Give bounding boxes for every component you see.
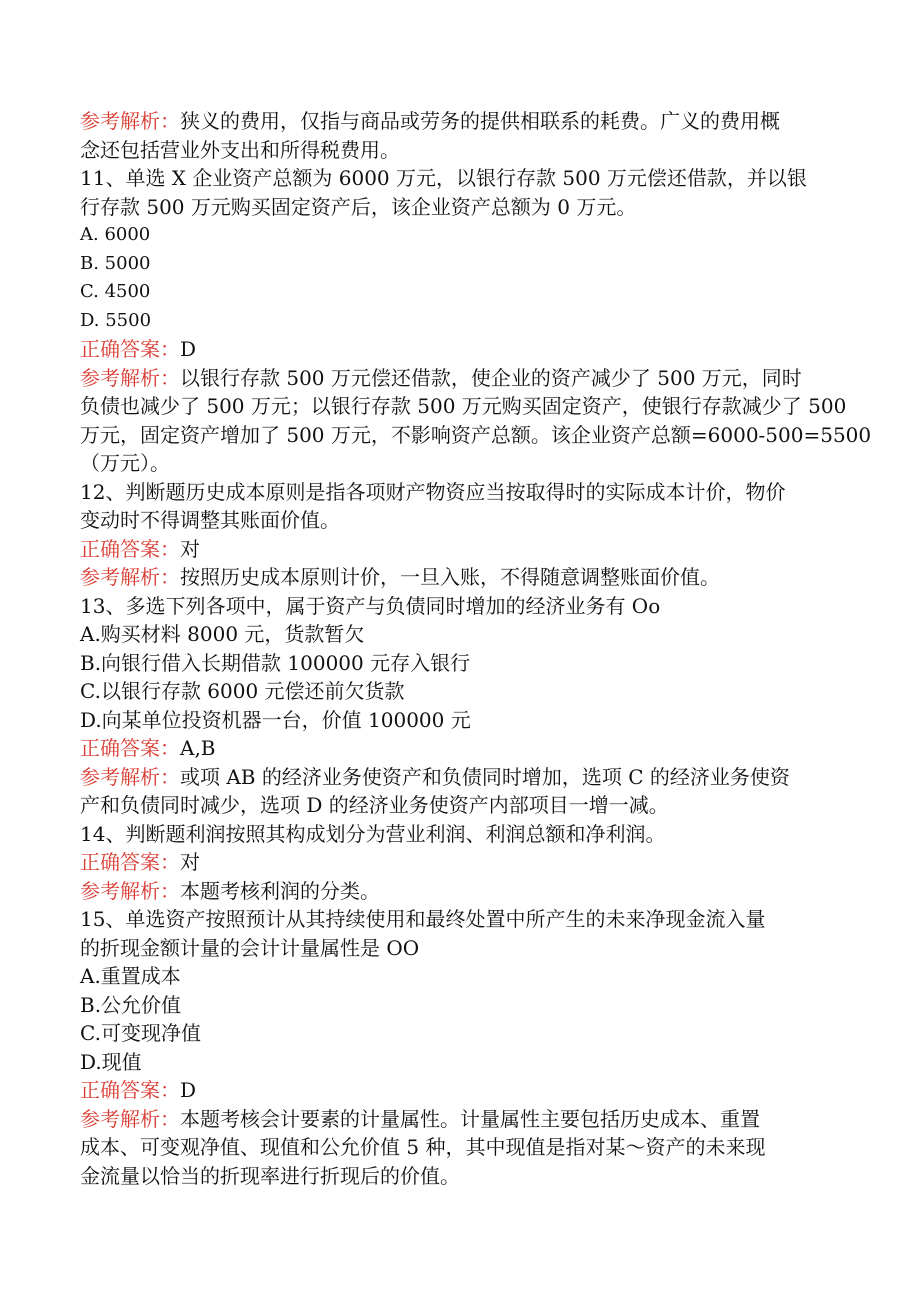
answer-label: 正确答案：	[80, 1078, 180, 1102]
q11-analysis-line: 负债也减少了 500 万元；以银行存款 500 万元购买固定资产，使银行存款减少了 500	[80, 394, 847, 418]
q11-option-b: B. 5000	[80, 252, 151, 274]
q13-option-c: C.以银行存款 6000 元偿还前欠货款	[80, 679, 405, 703]
q13-option-a: A.购买材料 8000 元，货款暂欠	[80, 622, 365, 646]
q15-option-d: D.现值	[80, 1049, 142, 1074]
q13-answer: 正确答案：A,B	[80, 736, 216, 760]
q12-answer: 正确答案：对	[80, 536, 200, 561]
q15-analysis-line: 参考解析：本题考核会计要素的计量属性。计量属性主要包括历史成本、重置	[80, 1106, 760, 1131]
q11-option-a: A. 6000	[80, 224, 151, 245]
q11-option-c: C. 4500	[80, 281, 151, 302]
q15-option-a: A.重置成本	[80, 964, 181, 988]
q11-stem-line: 11、单选 X 企业资产总额为 6000 万元，以银行存款 500 万元偿还借款，并以银	[80, 166, 807, 190]
q12-stem-line: 12、判断题历史成本原则是指各项财产物资应当按取得时的实际成本计价，物价	[80, 479, 786, 504]
q13-analysis-line: 参考解析：或项 AB 的经济业务使资产和负债同时增加，选项 C 的经济业务使资	[80, 764, 790, 789]
q15-analysis-line: 成本、可变观净值、现值和公允价值 5 种，其中现值是指对某～资产的未来现	[80, 1135, 766, 1159]
answer-label: 正确答案：	[80, 736, 180, 760]
analysis-label: 参考解析：	[80, 878, 180, 903]
q15-stem-line: 的折现金额计量的会计计量属性是 OO	[80, 935, 420, 960]
q14-answer: 正确答案：对	[80, 850, 200, 874]
q11-analysis-line: 参考解析：以银行存款 500 万元偿还借款，使企业的资产减少了 500 万元，同时	[80, 365, 802, 390]
answer-label: 正确答案：	[80, 850, 180, 874]
q15-answer: 正确答案：D	[80, 1078, 197, 1102]
q11-analysis-line: （万元）。	[80, 451, 170, 475]
answer-label: 正确答案：	[80, 337, 180, 361]
q11-answer: 正确答案：D	[80, 337, 197, 361]
q15-analysis-line: 金流量以恰当的折现率进行折现后的价值。	[80, 1163, 460, 1188]
q12-analysis-line: 参考解析：按照历史成本原则计价，一旦入账，不得随意调整账面价值。	[80, 565, 720, 589]
answer-label: 正确答案：	[80, 536, 180, 561]
q12-stem-line: 变动时不得调整其账面价值。	[80, 508, 340, 532]
analysis-label: 参考解析：	[80, 1106, 180, 1131]
q14-stem-line: 14、判断题利润按照其构成划分为营业利润、利润总额和净利润。	[80, 821, 666, 846]
q13-option-d: D.向某单位投资机器一台，价值 100000 元	[80, 707, 471, 732]
q13-option-b: B.向银行借入长期借款 100000 元存入银行	[80, 650, 471, 675]
analysis-label: 参考解析：	[80, 109, 180, 133]
q10-analysis-line: 念还包括营业外支出和所得税费用。	[80, 137, 400, 162]
q10-analysis-line: 参考解析：狭义的费用，仅指与商品或劳务的提供相联系的耗费。广义的费用概	[80, 109, 780, 133]
q15-stem-line: 15、单选资产按照预计从其持续使用和最终处置中所产生的未来净现金流入量	[80, 907, 766, 931]
q14-analysis-line: 参考解析：本题考核利润的分类。	[80, 878, 380, 903]
q15-option-b: B.公允价值	[80, 992, 182, 1017]
q13-stem-line: 13、多选下列各项中，属于资产与负债同时增加的经济业务有 Oo	[80, 593, 661, 618]
document-page	[80, 107, 872, 1190]
analysis-label: 参考解析：	[80, 764, 180, 789]
analysis-label: 参考解析：	[80, 365, 180, 390]
q11-stem-line: 行存款 500 万元购买固定资产后，该企业资产总额为 0 万元。	[80, 194, 637, 219]
q15-option-c: C.可变现净值	[80, 1021, 201, 1045]
q11-option-d: D. 5500	[80, 309, 152, 331]
q13-analysis-line: 产和负债同时减少，选项 D 的经济业务使资产内部项目一增一减。	[80, 793, 669, 817]
analysis-label: 参考解析：	[80, 565, 180, 589]
q11-analysis-line: 万元，固定资产增加了 500 万元，不影响资产总额。该企业资产总额=6000-500=5500	[80, 422, 872, 447]
